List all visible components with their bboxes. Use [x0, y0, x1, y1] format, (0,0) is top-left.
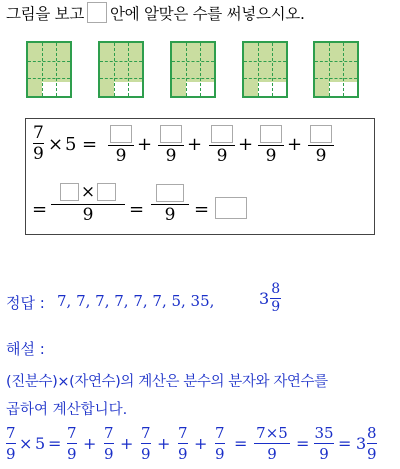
question-text [6, 2, 305, 24]
blank-numerator-a[interactable] [60, 183, 79, 201]
explanation-operator: + [157, 434, 171, 453]
unshaded-cell [200, 82, 214, 96]
equals-sign-3: = [129, 199, 145, 220]
first-fraction [33, 123, 44, 164]
blank-fraction-den: 9 [315, 146, 327, 166]
unshaded-cell [329, 82, 343, 96]
blank-numerator[interactable] [260, 125, 282, 143]
explanation-fraction: 7 9 [6, 424, 16, 463]
blank-box-sample [87, 2, 107, 23]
explanation-operator: + [194, 434, 208, 453]
question-text-before: 그림을 보고 [6, 5, 84, 23]
equals-sign-2: = [32, 199, 48, 220]
explanation-operator: = [48, 434, 62, 453]
unshaded-cell [56, 82, 70, 96]
blank-fraction [258, 123, 284, 166]
explanation-fraction: 8 9 [367, 424, 377, 463]
equation-box [25, 118, 375, 235]
blank-fraction-den: 9 [165, 146, 177, 166]
blank-fraction [209, 123, 235, 166]
equals-sign-4: = [194, 199, 210, 220]
explanation-fraction: 7 9 [215, 424, 225, 463]
product-den: 9 [82, 205, 94, 225]
explanation-operator: × [19, 434, 33, 453]
explanation-operator: + [83, 434, 97, 453]
blank-numerator-b[interactable] [97, 183, 116, 201]
explanation-operator: = [234, 434, 248, 453]
explanation-fraction: 7 9 [141, 424, 151, 463]
explanation-operator: = [296, 434, 310, 453]
blank-result-num[interactable] [156, 184, 184, 202]
explanation-operator: + [120, 434, 134, 453]
explanation-line1: (진분수)×(자연수)의 계산은 분수의 분자와 자연수를 [6, 374, 328, 390]
answer-values: 7, 7, 7, 7, 7, 7, 5, 35, [57, 292, 215, 310]
plus-sign: + [187, 134, 203, 155]
unshaded-cell [42, 82, 56, 96]
blank-numerator[interactable] [211, 125, 233, 143]
plus-sign: + [287, 134, 303, 155]
equals-sign: = [82, 134, 98, 155]
unshaded-cell [128, 82, 142, 96]
answer-frac-num: 8 [271, 281, 281, 297]
question-text-after: 안에 알맞은 수를 써넣으시오. [110, 5, 305, 23]
explanation-fraction: 7 9 [104, 424, 114, 463]
explanation-operator: 5 [35, 434, 46, 453]
result-fraction [151, 182, 189, 225]
first-fraction-num: 7 [33, 123, 44, 143]
blank-final[interactable] [215, 197, 247, 219]
answer-mixed [259, 281, 281, 316]
unshaded-cell [114, 82, 128, 96]
blank-numerator[interactable] [160, 125, 182, 143]
blank-fraction [108, 123, 134, 166]
explanation-line2: 곱하여 계산합니다. [6, 402, 128, 418]
unshaded-cell [343, 82, 357, 96]
result-den: 9 [164, 205, 176, 225]
explanation-equation [4, 423, 396, 467]
explanation-fraction: 35 9 [314, 424, 334, 463]
answer-whole: 3 [259, 289, 270, 308]
explanation-fraction: 7 9 [67, 424, 77, 463]
blank-fraction [308, 123, 334, 166]
answer-frac-den: 9 [271, 299, 281, 315]
fraction-grid [98, 41, 144, 98]
blank-fraction-den: 9 [265, 146, 277, 166]
times-sign: × [48, 134, 64, 155]
answer-label: 정답 : [6, 294, 45, 312]
blank-fraction-den: 9 [115, 146, 127, 166]
unshaded-cell [272, 82, 286, 96]
fraction-grid [170, 41, 216, 98]
explanation-label: 해설 : [6, 340, 45, 358]
explanation-fraction: 7×5 9 [254, 423, 290, 464]
product-fraction [51, 182, 125, 225]
unshaded-cell [186, 82, 200, 96]
plus-sign: + [137, 134, 153, 155]
blank-numerator[interactable] [310, 125, 332, 143]
explanation-operator: = [338, 434, 352, 453]
unshaded-cell [258, 82, 272, 96]
explanation-fraction: 7 9 [178, 424, 188, 463]
first-fraction-den: 9 [33, 144, 44, 164]
fraction-grid [26, 41, 72, 98]
times-sign-2: × [80, 182, 96, 202]
fraction-grid [313, 41, 359, 98]
explanation-whole: 3 [356, 434, 367, 453]
blank-numerator[interactable] [110, 125, 132, 143]
blank-fraction-den: 9 [216, 146, 228, 166]
plus-sign: + [238, 134, 254, 155]
multiplier: 5 [65, 134, 77, 155]
blank-fraction [158, 123, 184, 166]
fraction-grid [242, 41, 288, 98]
